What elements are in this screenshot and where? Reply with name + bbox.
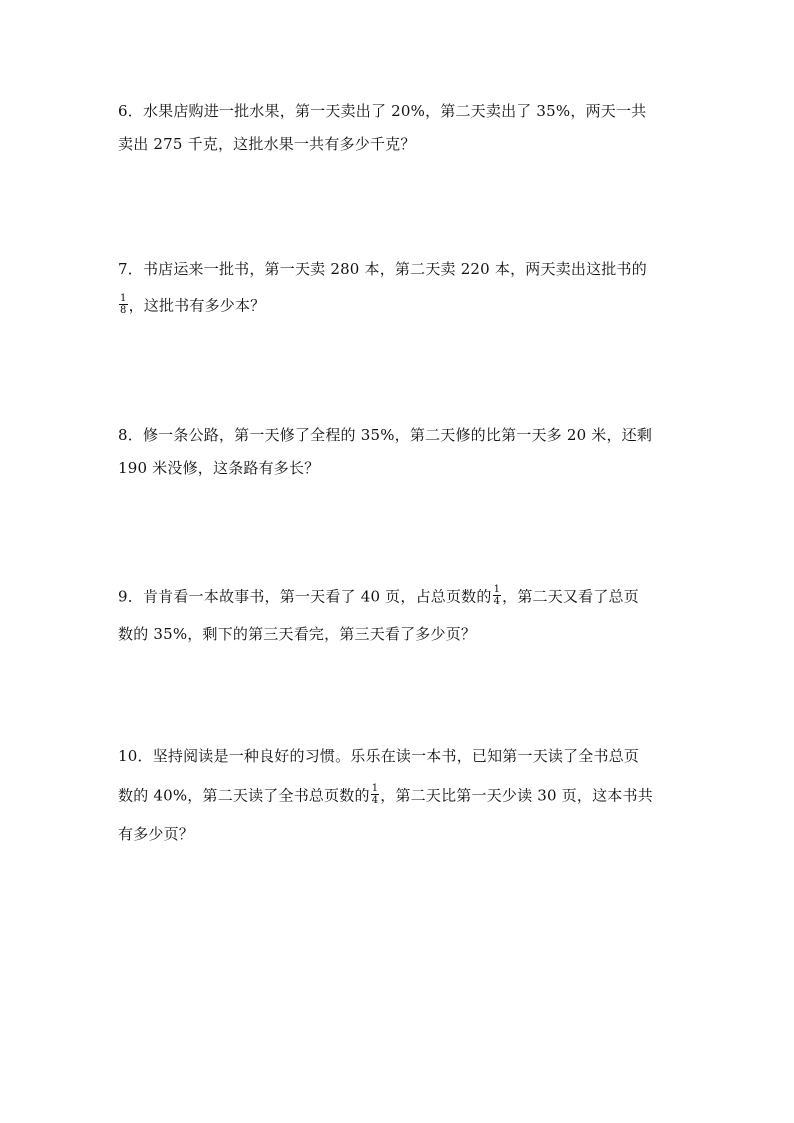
problem-9-text-1a: 肯肯看一本故事书，第一天看了 40 页，占总页数的 <box>142 587 492 606</box>
problem-9-number: 9． <box>118 587 143 606</box>
problem-10-number: 10． <box>118 747 153 765</box>
problem-7-fraction <box>119 293 128 316</box>
problem-10-fraction-denominator: 4 <box>371 795 379 806</box>
problem-10-fraction <box>371 783 380 806</box>
problem-9-fraction-numerator: 1 <box>493 584 501 595</box>
problem-7-line-1 <box>118 259 647 279</box>
problem-8-text-2: 190 米没修，这条路有多长？ <box>118 459 320 477</box>
problem-6-text-1: 水果店购进一批水果，第一天卖出了 20%，第二天卖出了 35%，两天一共 <box>142 102 647 120</box>
problem-9-fraction <box>493 584 502 607</box>
problem-8-number: 8． <box>118 426 143 444</box>
problem-10-fraction-numerator: 1 <box>371 783 379 794</box>
problem-9-text-1b: ，第二天又看了总页 <box>502 587 639 606</box>
problem-10-text-1: 坚持阅读是一种良好的习惯。乐乐在读一本书，已知第一天读了全书总页 <box>152 747 640 765</box>
problem-9-line-2 <box>118 624 476 644</box>
problem-8-text-1: 修一条公路，第一天修了全程的 35%，第二天修的比第一天多 20 米，还剩 <box>142 426 653 444</box>
problem-10-line-3 <box>118 824 194 844</box>
problem-9-line-1 <box>118 586 639 609</box>
problem-7-line-2 <box>118 295 265 318</box>
problem-9-text-2: 数的 35%，剩下的第三天看完，第三天看了多少页？ <box>118 625 477 643</box>
problem-7-text-2: ，这批书有多少本？ <box>128 296 266 315</box>
problem-10-line-1 <box>118 746 639 766</box>
problem-6-text-2: 卖出 275 千克，这批水果一共有多少千克？ <box>118 135 416 153</box>
problem-10-line-2 <box>118 785 653 808</box>
problem-10-text-2b: ，第二天比第一天少读 30 页，这本书共 <box>380 786 653 805</box>
problem-7-fraction-numerator: 1 <box>120 293 127 304</box>
problem-10-text-3: 有多少页？ <box>118 825 195 843</box>
problem-8-line-2 <box>118 458 319 478</box>
problem-8-line-1 <box>118 425 652 445</box>
problem-6-line-2 <box>118 134 416 154</box>
problem-10-text-2a: 数的 40%，第二天读了全书总页数的 <box>118 786 370 805</box>
problem-7-number: 7． <box>118 260 143 278</box>
problem-6-number: 6． <box>118 102 143 120</box>
problem-6-line-1 <box>118 101 646 121</box>
problem-9-fraction-denominator: 4 <box>493 596 501 607</box>
problem-7-fraction-denominator: 8 <box>120 305 127 316</box>
problem-7-text-1: 书店运来一批书，第一天卖 280 本，第二天卖 220 本，两天卖出这批书的 <box>142 260 647 278</box>
